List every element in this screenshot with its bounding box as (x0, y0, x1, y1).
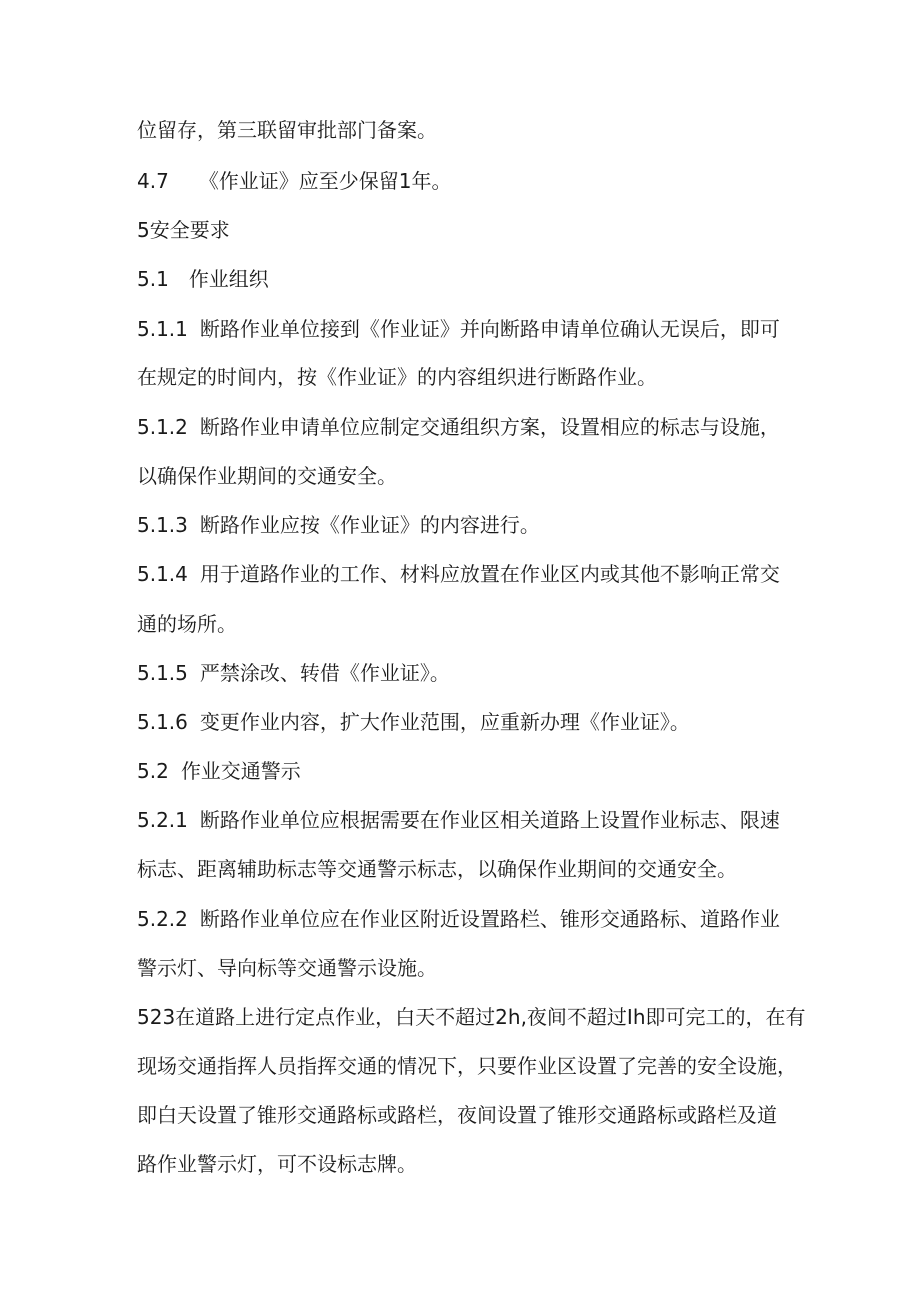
text-line (137, 660, 450, 686)
subsection-heading (137, 266, 269, 292)
line-text: 严禁涂改、转借《作业证》。 (199, 661, 450, 685)
line-text: 位留存，第三联留审批部门备案。 (137, 118, 437, 142)
text-line (137, 414, 780, 440)
section-number: 5.2.2 (137, 907, 188, 931)
line-text: 523在道路上进行定点作业，白天不超过2h,夜间不超过Ih即可完工的，在有 (137, 1005, 806, 1029)
line-text: 即白天设置了锥形交通路标或路栏，夜间设置了锥形交通路标或路栏及道 (137, 1103, 777, 1127)
line-text: 标志、距离辅助标志等交通警示标志，以确保作业期间的交通安全。 (137, 857, 737, 881)
section-number: 5.2 (137, 759, 169, 783)
text-line (137, 611, 237, 637)
line-text: 断路作业单位应根据需要在作业区相关道路上设置作业标志、限速 (199, 808, 780, 832)
line-text: 5安全要求 (137, 218, 230, 242)
section-number: 5.1.5 (137, 661, 188, 685)
line-text: 用于道路作业的工作、材料应放置在作业区内或其他不影响正常交 (199, 562, 780, 586)
text-line (137, 1053, 797, 1079)
text-line (137, 1151, 417, 1177)
section-number: 5.1.3 (137, 513, 188, 537)
line-text: 《作业证》应至少保留1年。 (198, 169, 452, 193)
text-line (137, 117, 437, 143)
line-text: 作业交通警示 (180, 759, 301, 783)
line-text: 路作业警示灯，可不设标志牌。 (137, 1152, 417, 1176)
line-text: 通的场所。 (137, 612, 237, 636)
section-number: 5.2.1 (137, 808, 188, 832)
text-line (137, 512, 540, 538)
line-text: 断路作业单位接到《作业证》并向断路申请单位确认无误后，即可 (199, 317, 780, 341)
text-line (137, 364, 657, 390)
section-number: 5.1.1 (137, 317, 188, 341)
line-text: 断路作业应按《作业证》的内容进行。 (199, 513, 540, 537)
line-text: 以确保作业期间的交通安全。 (137, 464, 397, 488)
section-heading (137, 217, 230, 243)
text-line (137, 463, 397, 489)
section-number: 5.1 (137, 267, 169, 291)
line-text: 断路作业单位应在作业区附近设置路栏、锥形交通路标、道路作业 (199, 907, 780, 931)
subsection-heading (137, 758, 301, 784)
section-number: 5.1.6 (137, 710, 188, 734)
text-line (137, 168, 452, 194)
text-line (137, 1004, 806, 1030)
text-line (137, 955, 437, 981)
text-line (137, 316, 780, 342)
text-line (137, 561, 780, 587)
text-line (137, 709, 690, 735)
line-text: 断路作业申请单位应制定交通组织方案，设置相应的标志与设施， (199, 415, 780, 439)
line-text: 变更作业内容，扩大作业范围，应重新办理《作业证》。 (199, 710, 690, 734)
text-line (137, 906, 780, 932)
section-number: 4.7 (137, 169, 169, 193)
text-line (137, 1102, 777, 1128)
line-text: 作业组织 (188, 267, 269, 291)
text-line (137, 856, 737, 882)
line-text: 警示灯、导向标等交通警示设施。 (137, 956, 437, 980)
section-number: 5.1.2 (137, 415, 188, 439)
text-line (137, 807, 780, 833)
line-text: 在规定的时间内，按《作业证》的内容组织进行断路作业。 (137, 365, 657, 389)
line-text: 现场交通指挥人员指挥交通的情况下，只要作业区设置了完善的安全设施， (137, 1054, 797, 1078)
section-number: 5.1.4 (137, 562, 188, 586)
